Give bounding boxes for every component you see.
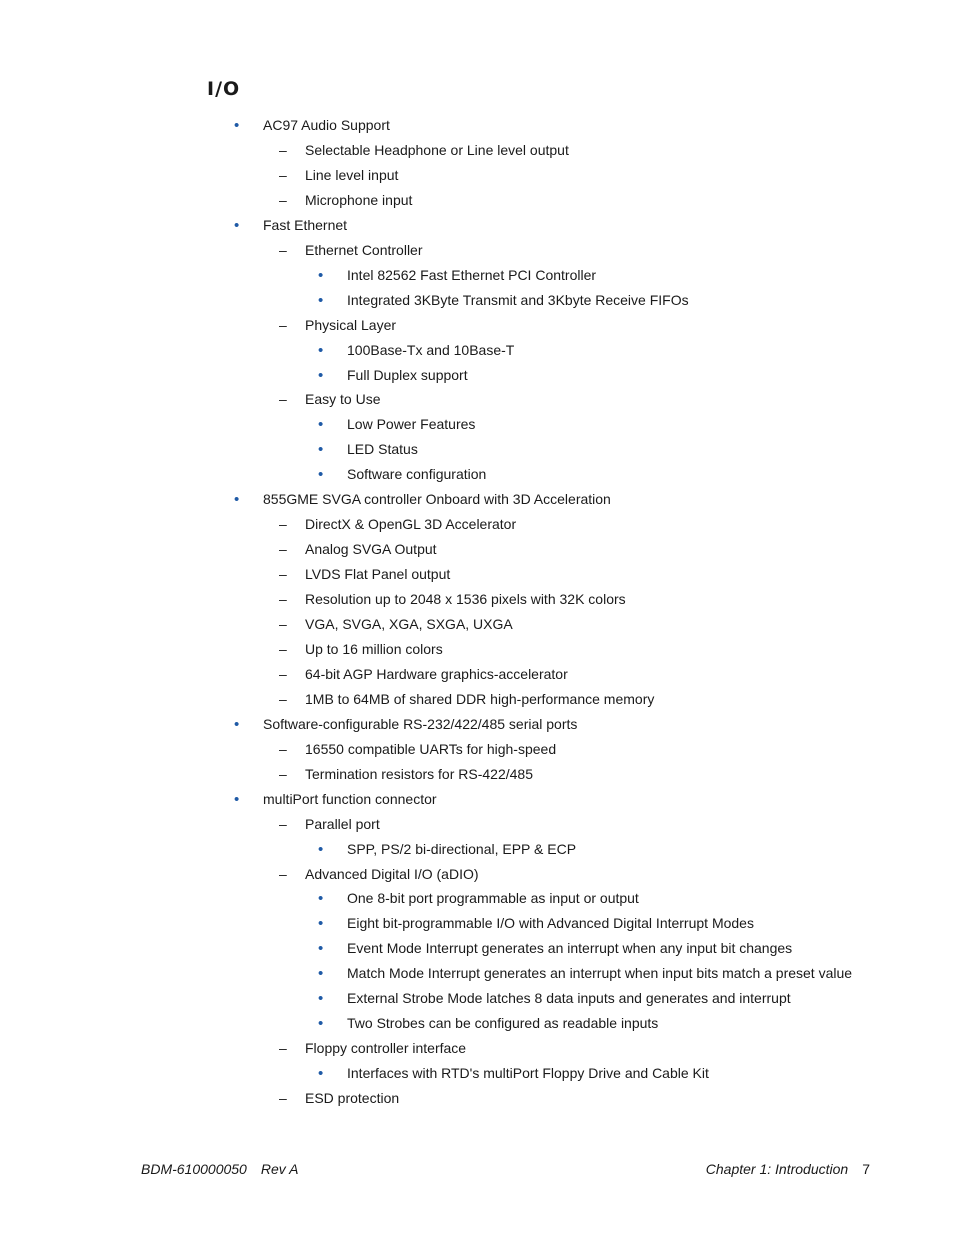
dash-marker: – (279, 317, 287, 333)
bullet-marker: • (318, 965, 324, 982)
list-item-text: VGA, SVGA, XGA, SXGA, UXGA (305, 616, 513, 632)
list-item-text: One 8-bit port programmable as input or output (347, 890, 639, 906)
bullet-marker: • (234, 716, 240, 733)
list-item-text: Line level input (305, 167, 399, 183)
list-item-text: DirectX & OpenGL 3D Accelerator (305, 516, 517, 532)
list-item-text: 855GME SVGA controller Onboard with 3D Acceleration (263, 491, 611, 507)
list-item-text: Intel 82562 Fast Ethernet PCI Controller (347, 267, 597, 283)
list-item-text: Ethernet Controller (305, 242, 423, 258)
doc-number: BDM-610000050 (141, 1161, 247, 1177)
page-number: 7 (862, 1161, 870, 1177)
list-item-text: Microphone input (305, 192, 413, 208)
list-item-text: LED Status (347, 441, 418, 457)
dash-marker: – (279, 541, 287, 557)
dash-marker: – (279, 766, 287, 782)
bullet-marker: • (318, 1065, 324, 1082)
dash-marker: – (279, 566, 287, 582)
list-item-text: Analog SVGA Output (305, 541, 437, 557)
bullet-marker: • (318, 940, 324, 957)
list-item-text: Match Mode Interrupt generates an interrupt when input bits match a preset value (347, 965, 853, 981)
dash-marker: – (279, 666, 287, 682)
list-item-text: Two Strobes can be configured as readable inputs (347, 1015, 659, 1031)
dash-marker: – (279, 167, 287, 183)
list-item-text: Full Duplex support (347, 367, 468, 383)
list-item-text: Software configuration (347, 466, 487, 482)
list-item-text: Parallel port (305, 816, 380, 832)
dash-marker: – (279, 691, 287, 707)
list-item-text: Eight bit-programmable I/O with Advanced Digital Interrupt Modes (347, 915, 754, 931)
dash-marker: – (279, 816, 287, 832)
dash-marker: – (279, 741, 287, 757)
list-item-text: Physical Layer (305, 317, 397, 333)
footer-right (706, 1159, 870, 1179)
list-item-text: 1MB to 64MB of shared DDR high-performance memory (305, 691, 655, 707)
list-item-text: Fast Ethernet (263, 217, 348, 233)
revision-label: Rev A (260, 1161, 299, 1177)
list-item-text: 16550 compatible UARTs for high-speed (305, 741, 557, 757)
list-item-text: Easy to Use (305, 391, 381, 407)
bullet-marker: • (234, 217, 240, 234)
list-item-text: Resolution up to 2048 x 1536 pixels with 32K colors (305, 591, 626, 607)
dash-marker: – (279, 616, 287, 632)
list-item-text: Advanced Digital I/O (aDIO) (305, 866, 479, 882)
dash-marker: – (279, 641, 287, 657)
dash-marker: – (279, 591, 287, 607)
bullet-marker: • (318, 441, 324, 458)
section-heading: I/O (207, 78, 241, 100)
list-item-text: Low Power Features (347, 416, 476, 432)
bullet-marker: • (234, 791, 240, 808)
bullet-marker: • (318, 416, 324, 433)
list-item-text: Up to 16 million colors (305, 641, 443, 657)
bullet-marker: • (318, 990, 324, 1007)
bullet-marker: • (318, 890, 324, 907)
list-item-text: Event Mode Interrupt generates an interrupt when any input bit changes (347, 940, 793, 956)
list-item-text: Integrated 3KByte Transmit and 3Kbyte Receive FIFOs (347, 292, 689, 308)
bullet-marker: • (318, 367, 324, 384)
list-item-text: Termination resistors for RS-422/485 (305, 766, 533, 782)
list-item-text: Interfaces with RTD's multiPort Floppy Drive and Cable Kit (347, 1065, 709, 1081)
list-item-text: 100Base-Tx and 10Base-T (347, 342, 515, 358)
bullet-marker: • (318, 292, 324, 309)
bullet-marker: • (318, 466, 324, 483)
chapter-label: Chapter 1: Introduction (705, 1161, 849, 1177)
list-item-text: Software-configurable RS-232/422/485 serial ports (263, 716, 578, 732)
dash-marker: – (279, 142, 287, 158)
dash-marker: – (279, 1090, 287, 1106)
bullet-marker: • (234, 491, 240, 508)
list-item-text: Selectable Headphone or Line level output (305, 142, 569, 158)
dash-marker: – (279, 192, 287, 208)
dash-marker: – (279, 391, 287, 407)
dash-marker: – (279, 516, 287, 532)
bullet-marker: • (318, 841, 324, 858)
list-item-text: AC97 Audio Support (263, 117, 390, 133)
bullet-marker: • (318, 342, 324, 359)
list-item-text: ESD protection (305, 1090, 400, 1106)
list-item-text: SPP, PS/2 bi-directional, EPP & ECP (347, 841, 577, 857)
list-item-text: External Strobe Mode latches 8 data inputs and generates and interrupt (347, 990, 791, 1006)
dash-marker: – (279, 242, 287, 258)
dash-marker: – (279, 1040, 287, 1056)
bullet-marker: • (318, 1015, 324, 1032)
list-item-text: 64-bit AGP Hardware graphics-accelerator (305, 666, 568, 682)
dash-marker: – (279, 866, 287, 882)
list-item-text: multiPort function connector (263, 791, 437, 807)
bullet-marker: • (318, 915, 324, 932)
footer-left (141, 1159, 298, 1179)
list-item-text: Floppy controller interface (305, 1040, 467, 1056)
bullet-marker: • (234, 117, 240, 134)
bullet-marker: • (318, 267, 324, 284)
list-item-text: LVDS Flat Panel output (305, 566, 451, 582)
